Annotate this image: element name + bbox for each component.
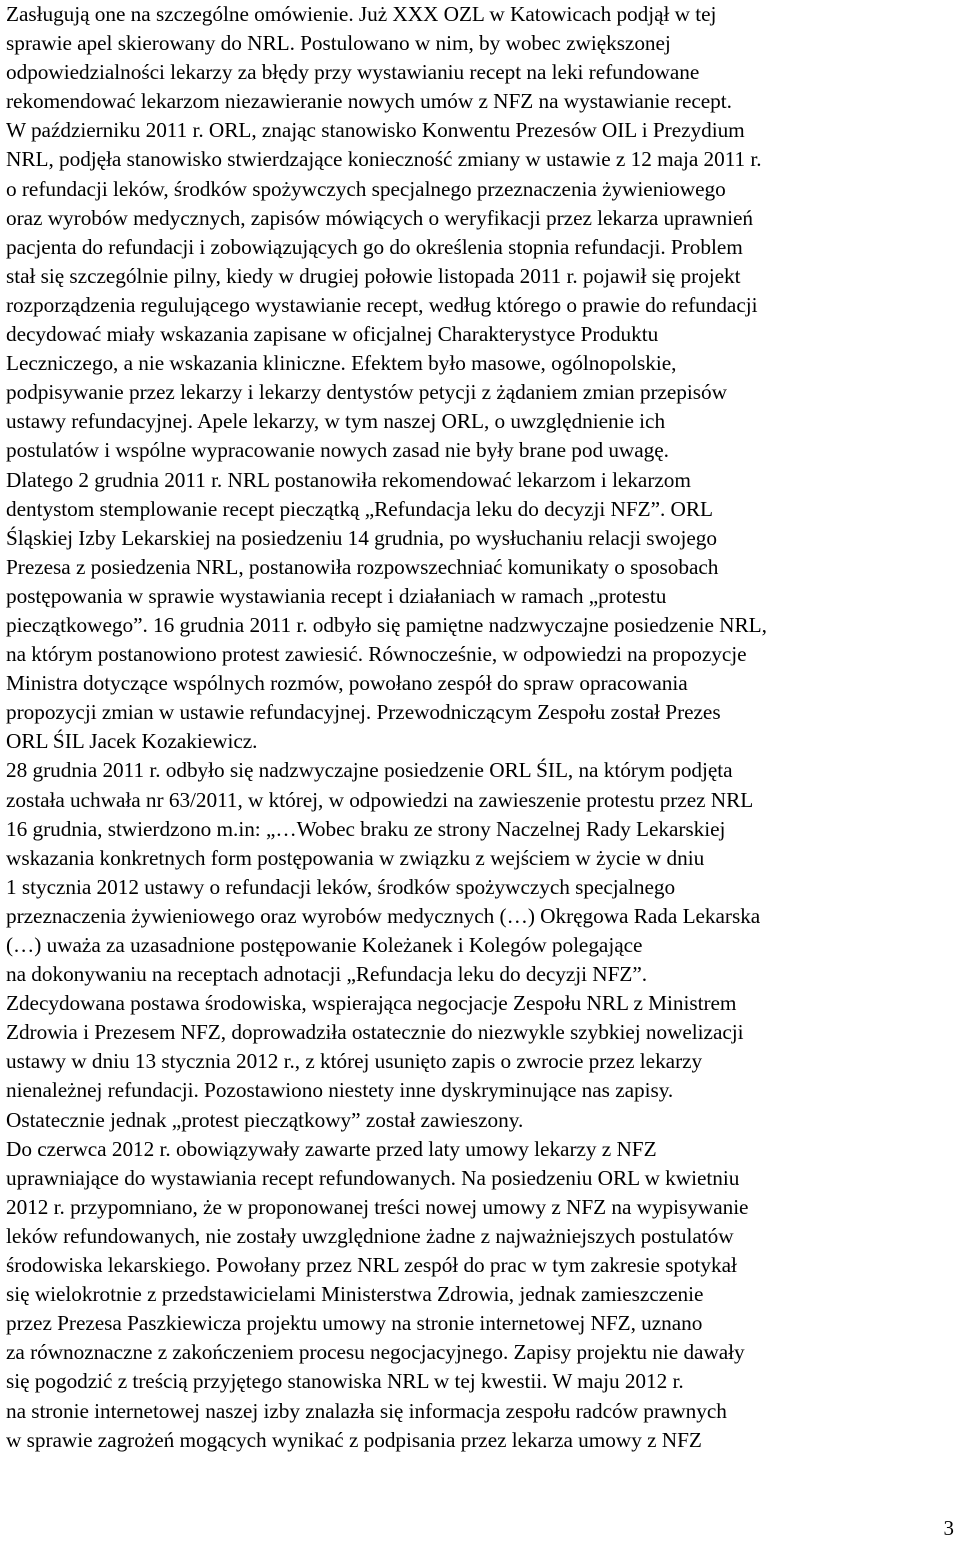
- text-line: Dlatego 2 grudnia 2011 r. NRL postanowiła rekomendować lekarzom i lekarzom: [6, 467, 691, 492]
- text-line: Ostatecznie jednak „protest pieczątkowy” został zawieszony.: [6, 1107, 524, 1132]
- text-line: Prezesa z posiedzenia NRL, postanowiła rozpowszechniać komunikaty o sposobach: [6, 554, 719, 579]
- text-line: na dokonywaniu na receptach adnotacji „Refundacja leku do decyzji NFZ”.: [6, 962, 648, 987]
- text-line: NRL, podjęła stanowisko stwierdzające konieczność zmiany w ustawie z 12 maja 2011 r.: [6, 147, 762, 172]
- text-line: uprawniające do wystawiania recept refundowanych. Na posiedzeniu ORL w kwietniu: [6, 1165, 740, 1190]
- text-line: (…) uważa za uzasadnione postępowanie Koleżanek i Kolegów polegające: [6, 933, 643, 957]
- text-line: 1 stycznia 2012 ustawy o refundacji leków, środków spożywczych specjalnego: [6, 874, 676, 899]
- text-line: Zasługują one na szczególne omówienie. Już XXX OZL w Katowicach podjął w tej: [6, 2, 717, 26]
- text-line: postępowania w sprawie wystawiania recept i działaniach w ramach „protestu: [6, 583, 667, 608]
- body-text: [6, 0, 958, 1455]
- text-line: przez Prezesa Paszkiewicza projektu umowy na stronie internetowej NFZ, uznano: [6, 1311, 703, 1336]
- text-line: Do czerwca 2012 r. obowiązywały zawarte przed laty umowy lekarzy z NFZ: [6, 1136, 657, 1161]
- text-line: postulatów i wspólne wypracowanie nowych zasad nie były brane pod uwagę.: [6, 438, 669, 463]
- text-line: ORL ŚIL Jacek Kozakiewicz.: [6, 729, 258, 754]
- text-line: 28 grudnia 2011 r. odbyło się nadzwyczajne posiedzenie ORL ŚIL, na którym podjęta: [6, 758, 733, 783]
- text-line: Śląskiej Izby Lekarskiej na posiedzeniu 14 grudnia, po wysłuchaniu relacji swojego: [6, 525, 717, 550]
- page-number: 3: [943, 1516, 954, 1540]
- text-line: pieczątkowego”. 16 grudnia 2011 r. odbyło się pamiętne nadzwyczajne posiedzenie NRL,: [6, 612, 767, 637]
- text-line: wskazania konkretnych form postępowania w związku z wejściem w życie w dniu: [6, 845, 705, 870]
- text-line: rozporządzenia regulującego wystawianie recept, według którego o prawie do refundacji: [6, 292, 758, 317]
- text-line: Leczniczego, a nie wskazania kliniczne. Efektem było masowe, ogólnopolskie,: [6, 351, 677, 376]
- text-line: leków refundowanych, nie zostały uwzględnione żadne z najważniejszych postulatów: [6, 1223, 734, 1248]
- text-line: się pogodzić z treścią przyjętego stanowiska NRL w tej kwestii. W maju 2012 r.: [6, 1369, 684, 1394]
- text-line: na stronie internetowej naszej izby znalazła się informacja zespołu radców prawnych: [6, 1398, 727, 1423]
- text-line: o refundacji leków, środków spożywczych specjalnego przeznaczenia żywieniowego: [6, 176, 726, 201]
- text-line: Zdecydowana postawa środowiska, wspierająca negocjacje Zespołu NRL z Ministrem: [6, 991, 737, 1016]
- text-line: Zdrowia i Prezesem NFZ, doprowadziła ostatecznie do niezwykle szybkiej nowelizacji: [6, 1020, 744, 1045]
- text-line: za równoznaczne z zakończeniem procesu negocjacyjnego. Zapisy projektu nie dawały: [6, 1340, 745, 1365]
- text-line: decydować miały wskazania zapisane w oficjalnej Charakterystyce Produktu: [6, 322, 659, 347]
- text-line: nienależnej refundacji. Pozostawiono niestety inne dyskryminujące nas zapisy.: [6, 1078, 674, 1103]
- text-line: środowiska lekarskiego. Powołany przez NRL zespół do prac w tym zakresie spotykał: [6, 1253, 737, 1278]
- text-line: została uchwała nr 63/2011, w której, w odpowiedzi na zawieszenie protestu przez NRL: [6, 787, 754, 812]
- text-line: Ministra dotyczące wspólnych rozmów, powołano zespół do spraw opracowania: [6, 671, 688, 696]
- text-line: w sprawie zagrożeń mogących wynikać z podpisania przez lekarza umowy z NFZ: [6, 1427, 702, 1452]
- text-line: ustawy refundacyjnej. Apele lekarzy, w tym naszej ORL, o uwzględnienie ich: [6, 409, 666, 434]
- text-line: przeznaczenia żywieniowego oraz wyrobów medycznych (…) Okręgowa Rada Lekarska: [6, 903, 761, 928]
- text-line: się wielokrotnie z przedstawicielami Ministerstwa Zdrowia, jednak zamieszczenie: [6, 1282, 704, 1307]
- text-line: W październiku 2011 r. ORL, znając stanowisko Konwentu Prezesów OIL i Prezydium: [6, 118, 745, 143]
- text-line: propozycji zmian w ustawie refundacyjnej. Przewodniczącym Zespołu został Prezes: [6, 700, 721, 725]
- text-line: na którym postanowiono protest zawiesić. Równocześnie, w odpowiedzi na propozycje: [6, 642, 747, 667]
- text-line: odpowiedzialności lekarzy za błędy przy wystawianiu recept na leki refundowane: [6, 60, 700, 85]
- text-line: sprawie apel skierowany do NRL. Postulowano w nim, by wobec zwiększonej: [6, 31, 671, 56]
- text-line: podpisywanie przez lekarzy i lekarzy dentystów petycji z żądaniem zmian przepisów: [6, 380, 727, 405]
- text-line: 16 grudnia, stwierdzono m.in: „…Wobec braku ze strony Naczelnej Rady Lekarskiej: [6, 816, 726, 841]
- text-line: oraz wyrobów medycznych, zapisów mówiących o weryfikacji przez lekarza uprawnień: [6, 205, 753, 230]
- text-line: 2012 r. przypomniano, że w proponowanej treści nowej umowy z NFZ na wypisywanie: [6, 1194, 749, 1219]
- text-line: dentystom stemplowanie recept pieczątką „Refundacja leku do decyzji NFZ”. ORL: [6, 496, 713, 521]
- text-line: stał się szczególnie pilny, kiedy w drugiej połowie listopada 2011 r. pojawił się projekt: [6, 263, 741, 288]
- text-line: pacjenta do refundacji i zobowiązujących go do określenia stopnia refundacji. Problem: [6, 234, 743, 259]
- text-line: ustawy w dniu 13 stycznia 2012 r., z której usunięto zapis o zwrocie przez lekarzy: [6, 1049, 703, 1074]
- text-line: rekomendować lekarzom niezawieranie nowych umów z NFZ na wystawianie recept.: [6, 89, 732, 114]
